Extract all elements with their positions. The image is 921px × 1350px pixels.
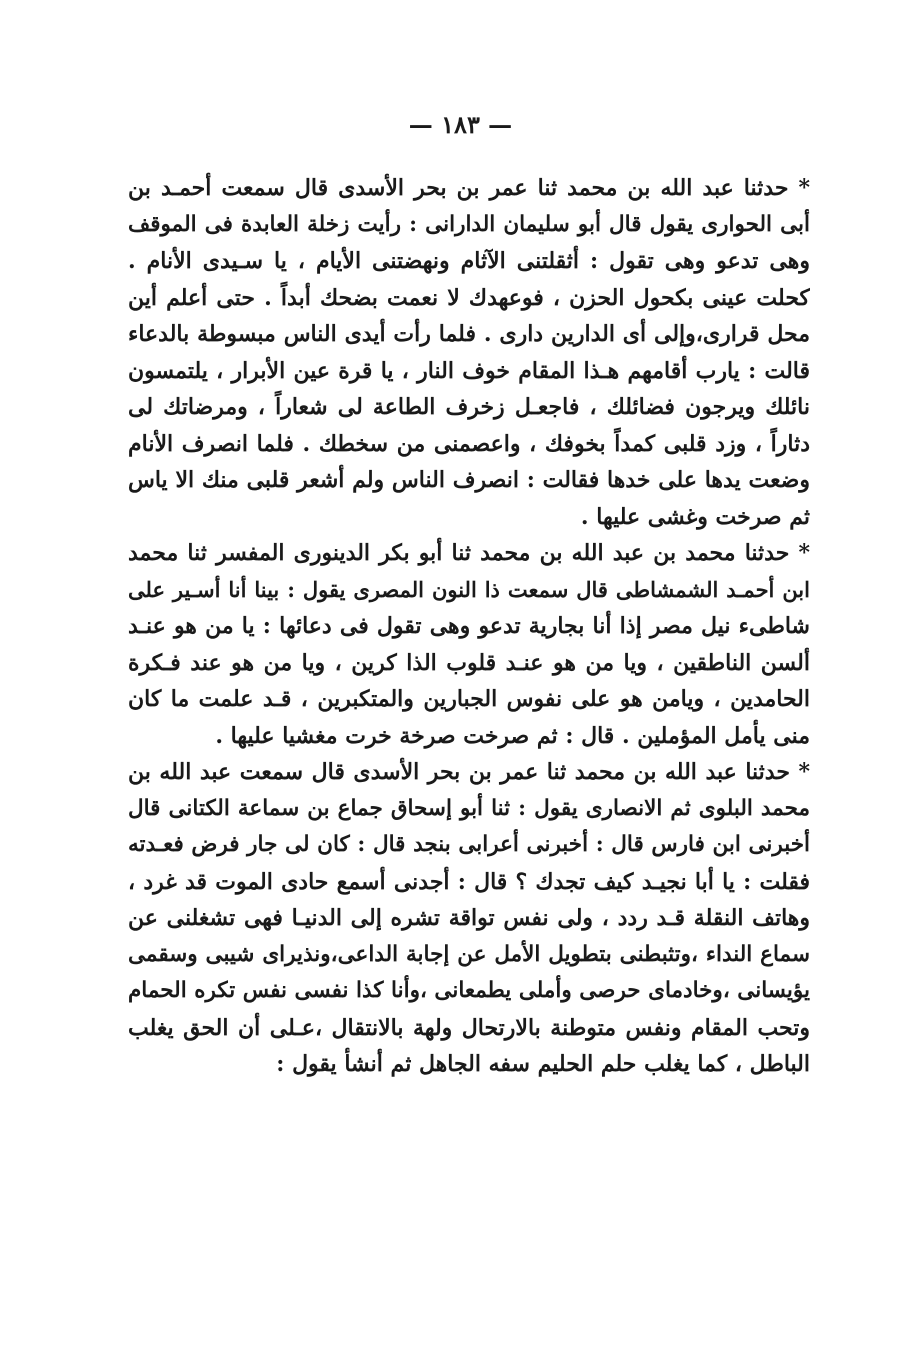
text-line: شاطىء نيل مصر إذا أنا بجارية تدعو وهى تقول فى دعائها : يا من هو عنـد <box>128 613 810 639</box>
text-line: وهى تدعو وهى تقول : أثقلتنى الآثام ونهضتنى الأيام ، يا سـيدى الأنام . <box>128 248 810 274</box>
text-line: محل قرارى،وإلى أى الدارين دارى . فلما رأت أيدى الناس مبسوطة بالدعاء <box>128 321 810 347</box>
text-line: الحامدين ، ويامن هو على نفوس الجبارين والمتكبرين ، قـد علمت ما كان <box>128 686 810 712</box>
text-line: نائلك ويرجون فضائلك ، فاجعـل زخرف الطاعة لى شعاراً ، ومرضاتك لى <box>128 394 810 420</box>
text-line: سماع النداء ،وتثبطنى بتطويل الأمل عن إجابة الداعى،ونذيراى شيبى وسقمى <box>128 941 810 967</box>
text-line: محمد البلوى ثم الانصارى يقول : ثنا أبو إسحاق جماع بن سماعة الكتانى قال <box>128 795 810 821</box>
text-line: أبى الحوارى يقول قال أبو سليمان الدارانى : رأيت زخلة العابدة فى الموقف <box>128 211 810 237</box>
text-line: فقلت : يا أبا نجيـد كيف تجدك ؟ قال : أجدنى أسمع حادى الموت قد غرد ، <box>128 868 810 895</box>
text-line: كحلت عينى بكحول الحزن ، فوعهدك لا نعمت بضحك أبداً . حتى أعلم أين <box>128 284 810 311</box>
text-line: منى يأمل المؤملين . قال : ثم صرخت صرخة خرت مغشيا عليها . <box>215 722 810 749</box>
text-line: يؤيسانى ،وخادماى حرصى وأملى يطمعانى ،وأنا كذا نفسى نفس تكره الحمام <box>128 978 810 1003</box>
text-line: قالت : يارب أقامهم هـذا المقام خوف النار ، يا قرة عين الأبرار ، يلتمسون <box>128 357 810 384</box>
text-line: دثاراً ، وزد قلبى كمداً بخوفك ، واعصمنى من سخطك . فلما انصرف الأنام <box>128 430 810 457</box>
text-line: * حدثنا عبد الله بن محمد ثنا عمر بن بحر الأسدى قال سمعت عبد الله بن <box>128 759 810 785</box>
paragraph <box>128 754 810 1083</box>
paragraph <box>128 535 810 754</box>
text-line: * حدثنا محمد بن عبد الله بن محمد ثنا أبو بكر الدينورى المفسر ثنا محمد <box>128 540 810 566</box>
text-line: وهاتف النقلة قـد ردد ، ولى نفس تواقة تشره إلى الدنيـا فهى تشغلنى عن <box>128 905 810 931</box>
paragraph <box>128 170 810 535</box>
text-line: وضعت يدها على خدها فقالت : انصرف الناس ولم أشعر قلبى منك الا ياس <box>128 467 810 493</box>
text-line: الباطل ، كما يغلب حلم الحليم سفه الجاهل ثم أنشأ يقول : <box>276 1051 810 1077</box>
text-line: أخبرنى ابن فارس قال : أخبرنى أعرابى بنجد قال : كان لى جار فرض فعـدته <box>128 832 810 857</box>
page-number: — ١٨٣ — <box>408 110 513 139</box>
text-line: وتحب المقام ونفس متوطنة بالارتحال ولهة بالانتقال ،عـلى أن الحق يغلب <box>128 1014 810 1041</box>
text-line: ثم صرخت وغشى عليها . <box>580 503 810 530</box>
text-line: ألسن الناطقين ، ويا من هو عنـد قلوب الذا كرين ، ويا من هو عند فـكرة <box>128 649 810 676</box>
text-line: ابن أحمـد الشمشاطى قال سمعت ذا النون المصرى يقول : بينا أنا أسـير على <box>128 576 810 602</box>
page-text <box>128 170 810 1083</box>
text-line: * حدثنا عبد الله بن محمد ثنا عمر بن بحر الأسدى قال سمعت أحمـد بن <box>128 175 810 201</box>
